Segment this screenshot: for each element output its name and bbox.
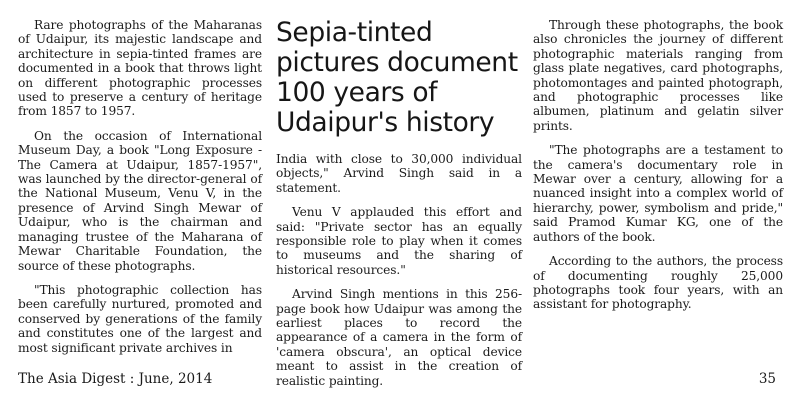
paragraph-venu-v: Venu V applauded this effort and said: "Private sector has an equally responsible role to play when it comes to museums and the sharing of historical resources." <box>276 205 522 277</box>
paragraph-camera-obscura: Arvind Singh mentions in this 256-page book how Udaipur was among the earliest places to record the appearance of a camera in the form of 'camera obscura', an optical device meant to assist in the creation of realistic painting. <box>276 287 522 388</box>
paragraph-book-launch: On the occasion of International Museum Day, a book "Long Exposure - The Camera at Udaipur, 1857-1957", was launched by the director-general of the National Museum, Venu V, in the presence of Arvind Singh Mewar of Udaipur, who is the chairman and managing trustee of the Maharana of Mewar Charitable Foundation, the source of these photographs. <box>18 128 262 273</box>
paragraph-quote-start: "This photographic collection has been carefully nurtured, promoted and conserved by generations of the family and constitutes one of the largest and most significant private archives in <box>18 282 262 355</box>
page-number: 35 <box>758 371 776 387</box>
publication-footer: The Asia Digest : June, 2014 <box>18 371 213 387</box>
paragraph-pramod-quote: "The photographs are a testament to the camera's documentary role in Mewar over a century, allowing for a nuanced insight into a complex world of hierarchy, power, symbolism and pride," said Pramod Kumar KG, one of the authors of the book. <box>533 143 783 244</box>
paragraph-intro: Rare photographs of the Maharanas of Udaipur, its majestic landscape and architecture in sepia-tinted frames are documented in a book that throws light on different photographic processes used to preserve a century of heritage from 1857 to 1957. <box>18 18 262 119</box>
article-column-right <box>533 18 783 322</box>
paragraph-documenting: According to the authors, the process of documenting roughly 25,000 photographs took four years, with an assistant for photography. <box>533 254 783 312</box>
paragraph-quote-end: India with close to 30,000 individual objects," Arvind Singh said in a statement. <box>276 152 522 195</box>
article-column-left <box>18 18 262 365</box>
paragraph-photographic-materials: Through these photographs, the book also chronicles the journey of different photographic materials ranging from glass plate negatives, card photographs, photomontages and painted photograph, and photographic processes like albumen, platinum and gelatin silver prints. <box>533 18 783 133</box>
article-column-middle <box>276 18 522 398</box>
middle-column-body <box>276 152 522 388</box>
article-headline: Sepia-tinted pictures document 100 years of Udaipur's history <box>276 17 518 138</box>
